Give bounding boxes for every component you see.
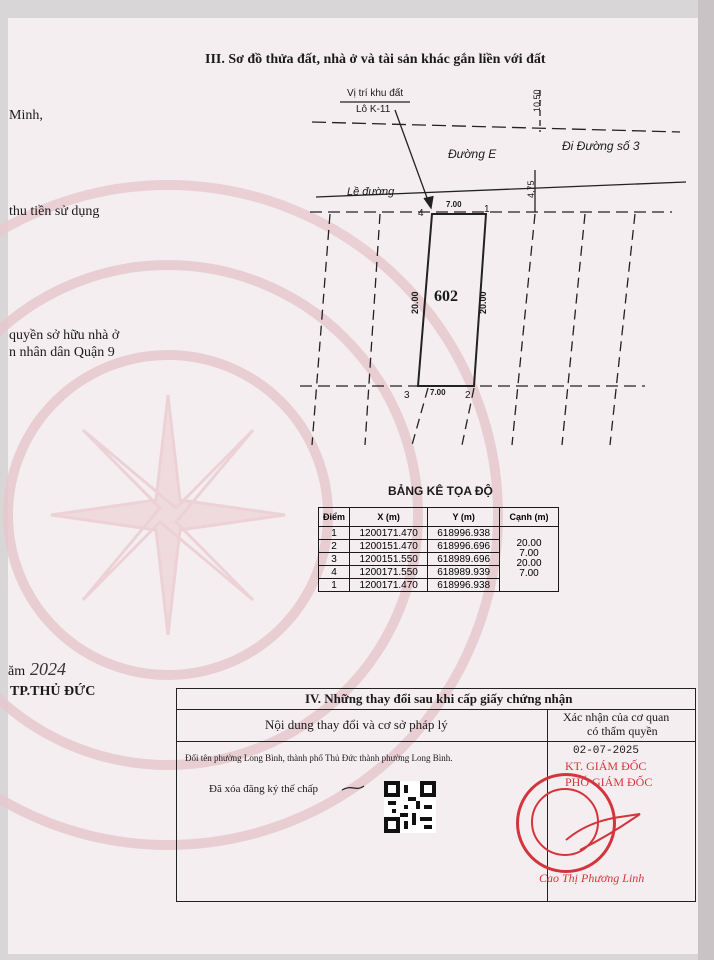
sidewalk-width: 4,75 xyxy=(526,180,536,198)
coord-cell: 1200171.470 xyxy=(350,579,428,592)
coord-table-title: BẢNG KÊ TỌA ĐỘ xyxy=(388,484,493,498)
change-entry-2: Đã xóa đăng ký thế chấp xyxy=(209,783,319,795)
change-entry-1: Đổi tên phường Long Bình, thành phố Thủ Đức thành phường Long Bình. xyxy=(185,753,453,763)
section3-title: III. Sơ đồ thửa đất, nhà ở và tài sản khác gắn liền với đất xyxy=(205,52,546,67)
city-name: TP.THỦ ĐỨC xyxy=(10,684,96,699)
coord-header-point: Điểm xyxy=(319,508,350,527)
location-label: Vị trí khu đất xyxy=(347,88,404,99)
coord-cell: 618996.938 xyxy=(428,527,500,540)
coord-header-edge: Cạnh (m) xyxy=(500,508,559,527)
left-fragment-1: Minh, xyxy=(9,108,43,123)
section4-title: IV. Những thay đổi sau khi cấp giấy chứng nhận xyxy=(305,691,573,706)
coord-cell: 4 xyxy=(319,566,350,579)
top-edge-length: 7.00 xyxy=(446,200,462,209)
street-name: Đường E xyxy=(448,147,497,161)
changes-col2-header-1: Xác nhận của cơ quan xyxy=(563,710,670,724)
sidewalk-label: Lề đường xyxy=(347,186,395,198)
coord-cell: 618996.938 xyxy=(428,579,500,592)
coord-cell: 1 xyxy=(319,527,350,540)
coord-cell: 1200151.470 xyxy=(350,540,428,553)
coord-cell: 1 xyxy=(319,579,350,592)
confirm-date: 02-07-2025 xyxy=(573,745,640,757)
signoff-title-1: KT. GIÁM ĐỐC xyxy=(565,759,647,773)
changes-col2-header-2: có thẩm quyền xyxy=(587,724,658,738)
bottom-edge-length: 7.00 xyxy=(430,388,446,397)
left-fragment-3: quyền sở hữu nhà ở xyxy=(9,328,120,343)
coord-cell: 1200171.550 xyxy=(350,566,428,579)
left-fragment-2: thu tiền sử dụng xyxy=(9,204,100,219)
edge-length: 7.00 xyxy=(519,548,539,559)
year-handwritten: 2024 xyxy=(30,659,66,679)
coord-cell: 3 xyxy=(319,553,350,566)
left-edge-length: 20.00 xyxy=(410,291,420,314)
corner-4: 4 xyxy=(418,208,424,219)
left-fragment-4: n nhân dân Quận 9 xyxy=(9,345,115,360)
coord-cell: 2 xyxy=(319,540,350,553)
right-edge-length: 20.00 xyxy=(478,291,488,314)
signoff-title-2: PHÓ GIÁM ĐỐC xyxy=(565,775,653,789)
coord-cell: 618996.696 xyxy=(428,540,500,553)
coord-cell: 618989.939 xyxy=(428,566,500,579)
edge-length: 20.00 xyxy=(516,558,542,569)
road-width: 10,50 xyxy=(532,89,542,112)
coord-header-y: Y (m) xyxy=(428,508,500,527)
corner-3: 3 xyxy=(404,390,410,401)
year-prefix: ăm xyxy=(8,664,26,679)
lot-label: Lô K-11 xyxy=(356,104,391,115)
corner-1: 1 xyxy=(484,204,490,215)
edge-length: 20.00 xyxy=(516,538,542,549)
changes-col1-header: Nội dung thay đổi và cơ sở pháp lý xyxy=(265,717,448,732)
coord-cell: 618989.696 xyxy=(428,553,500,566)
direction-label: Đi Đường số 3 xyxy=(562,139,640,153)
coord-header-x: X (m) xyxy=(350,508,428,527)
parcel-number: 602 xyxy=(434,288,458,305)
corner-2: 2 xyxy=(465,390,471,401)
coord-cell: 1200151.550 xyxy=(350,553,428,566)
signer-name: Cao Thị Phương Linh xyxy=(539,871,645,885)
edge-length: 7.00 xyxy=(519,568,539,579)
coord-cell: 1200171.470 xyxy=(350,527,428,540)
